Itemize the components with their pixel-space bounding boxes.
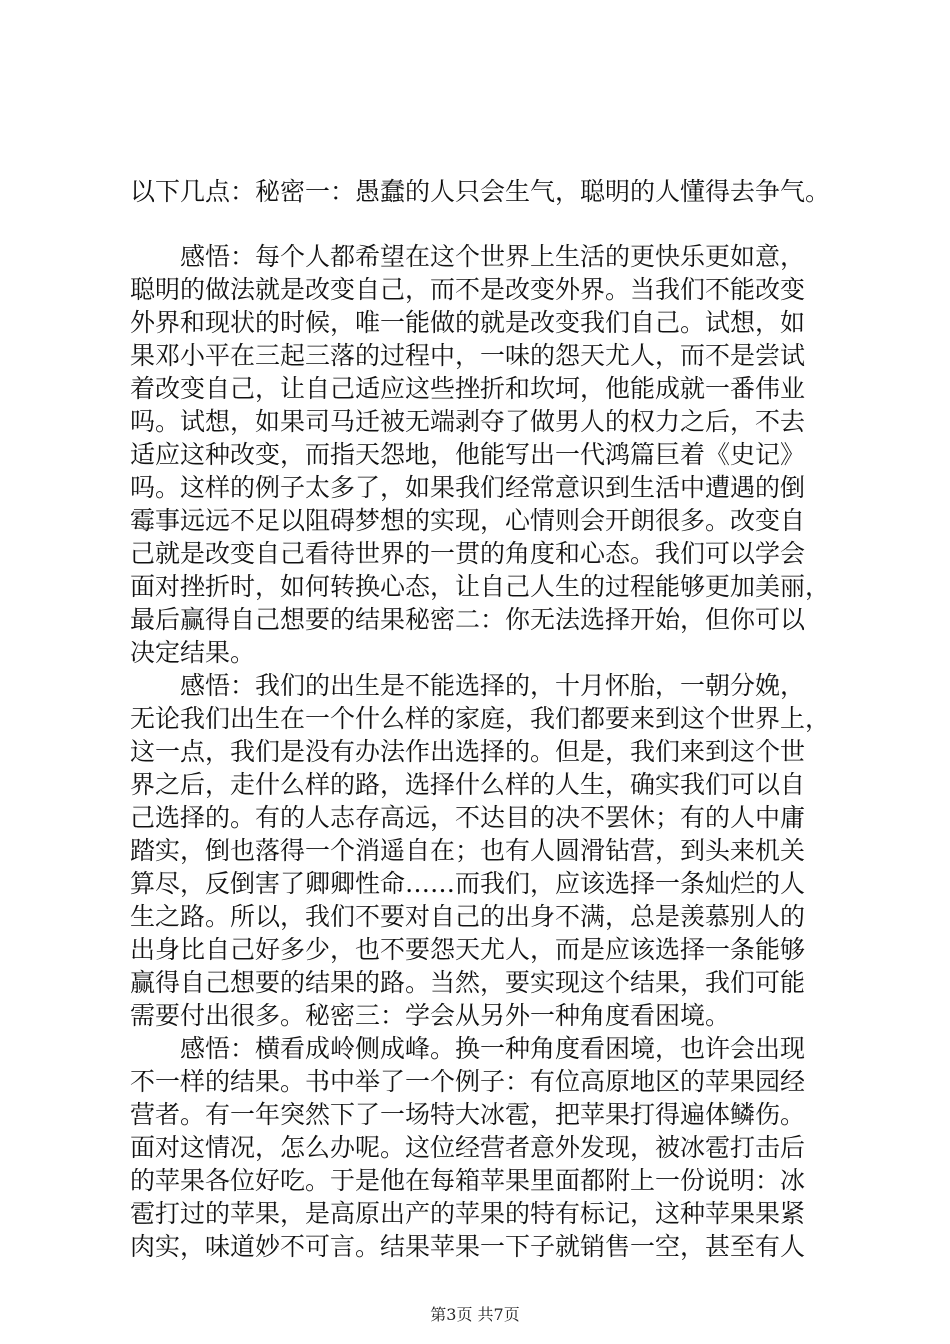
page-footer (0, 1302, 950, 1325)
text-line: 吗。试想，如果司马迁被无端剥夺了做男人的权力之后，不去 (130, 407, 806, 436)
text-line: 赢得自己想要的结果的路。当然，要实现这个结果，我们可能 (130, 968, 806, 997)
text-line: 感悟：每个人都希望在这个世界上生活的更快乐更如意， (180, 242, 806, 271)
text-line: 以下几点：秘密一：愚蠢的人只会生气，聪明的人懂得去争气。 (130, 177, 831, 206)
paragraph-gap (130, 208, 850, 240)
text-line: 雹打过的苹果，是高原出产的苹果的特有标记，这种苹果果紧 (130, 1199, 806, 1228)
text-line: 界之后，走什么样的路，选择什么样的人生，确实我们可以自 (130, 770, 806, 799)
text-line: 果邓小平在三起三落的过程中，一味的怨天尤人，而不是尝试 (130, 341, 806, 370)
text-line: 营者。有一年突然下了一场特大冰雹，把苹果打得遍体鳞伤。 (130, 1100, 806, 1129)
page-number: 第3页 共7页 (430, 1305, 520, 1324)
text-line: 出身比自己好多少，也不要怨天尤人，而是应该选择一条能够 (130, 935, 806, 964)
text-line: 着改变自己，让自己适应这些挫折和坎坷，他能成就一番伟业 (130, 374, 806, 403)
text-line: 肉实，味道妙不可言。结果苹果一下子就销售一空，甚至有人 (130, 1232, 806, 1261)
text-line: 决定结果。 (130, 638, 256, 667)
text-line: 的苹果各位好吃。于是他在每箱苹果里面都附上一份说明：冰 (130, 1166, 806, 1195)
text-line: 无论我们出生在一个什么样的家庭，我们都要来到这个世界上， (130, 704, 831, 733)
text-line: 面对这情况，怎么办呢。这位经营者意外发现，被冰雹打击后 (130, 1133, 806, 1162)
text-line: 适应这种改变，而指天怨地，他能写出一代鸿篇巨着《史记》 (130, 440, 806, 469)
text-line: 算尽，反倒害了卿卿性命……而我们，应该选择一条灿烂的人 (130, 869, 806, 898)
text-line: 踏实，倒也落得一个消遥自在；也有人圆滑钻营，到头来机关 (130, 836, 806, 865)
body-text (130, 175, 850, 1263)
text-line: 最后赢得自己想要的结果秘密二：你无法选择开始，但你可以 (130, 605, 806, 634)
text-line: 感悟：横看成岭侧成峰。换一种角度看困境，也许会出现 (180, 1034, 806, 1063)
text-line: 聪明的做法就是改变自己，而不是改变外界。当我们不能改变 (130, 275, 806, 304)
text-line: 面对挫折时，如何转换心态，让自己人生的过程能够更加美丽， (130, 572, 831, 601)
text-line: 需要付出很多。秘密三：学会从另外一种角度看困境。 (130, 1001, 731, 1030)
text-line: 己选择的。有的人志存高远，不达目的决不罢休；有的人中庸 (130, 803, 806, 832)
text-line: 霉事远远不足以阻碍梦想的实现，心情则会开朗很多。改变自 (130, 506, 806, 535)
text-line: 吗。这样的例子太多了，如果我们经常意识到生活中遭遇的倒 (130, 473, 806, 502)
text-line: 外界和现状的时候，唯一能做的就是改变我们自己。试想，如 (130, 308, 806, 337)
text-line: 生之路。所以，我们不要对自己的出身不满，总是羡慕别人的 (130, 902, 806, 931)
text-line: 这一点，我们是没有办法作出选择的。但是，我们来到这个世 (130, 737, 806, 766)
text-line: 己就是改变自己看待世界的一贯的角度和心态。我们可以学会 (130, 539, 806, 568)
text-line: 感悟：我们的出生是不能选择的，十月怀胎，一朝分娩， (180, 671, 806, 700)
text-line: 不一样的结果。书中举了一个例子：有位高原地区的苹果园经 (130, 1067, 806, 1096)
